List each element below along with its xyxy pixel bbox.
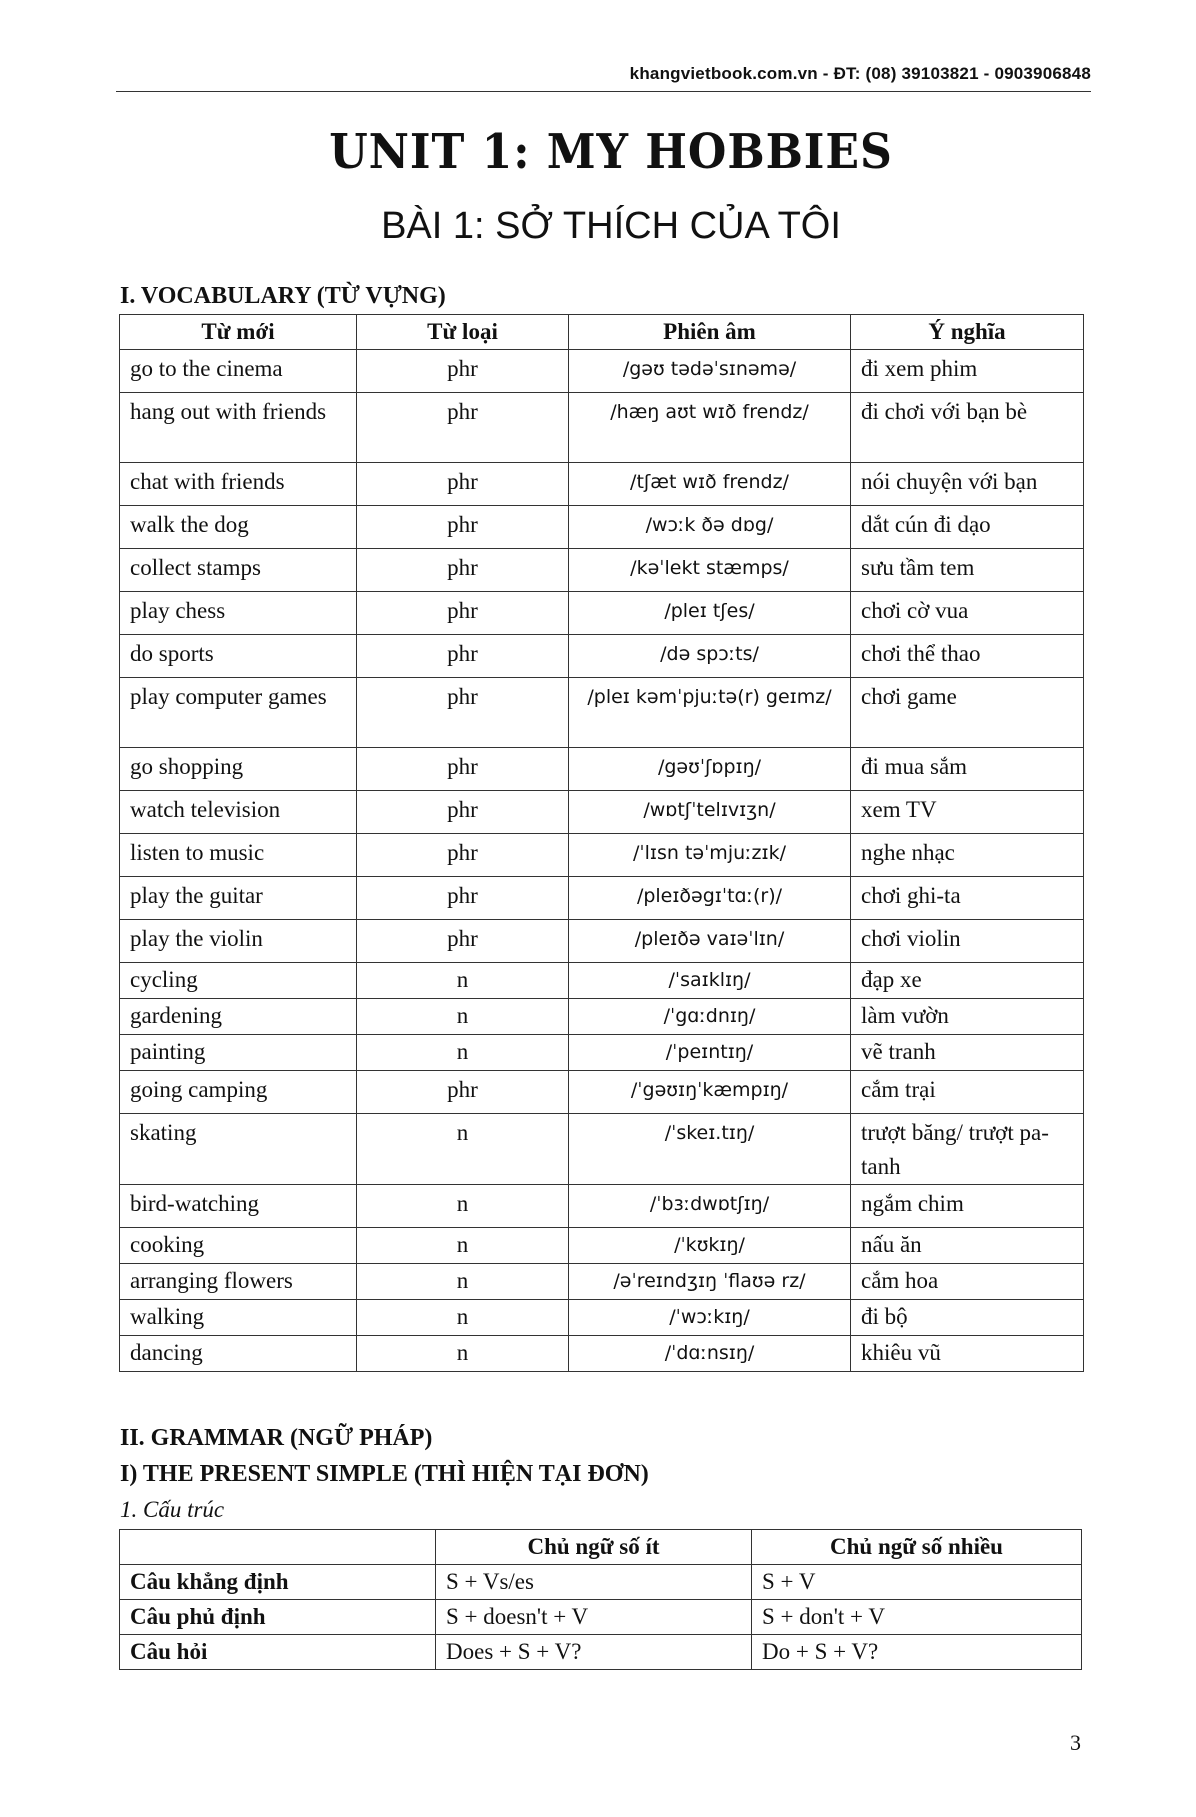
type-cell: phr: [357, 463, 569, 506]
plural-cell: Do + S + V?: [752, 1635, 1082, 1670]
phonetic-cell: /pleɪðəgɪˈtɑː(r)/: [569, 877, 851, 920]
grammar-header-row: [120, 1530, 1082, 1565]
column-header: Ý nghĩa: [851, 315, 1084, 350]
column-header: Chủ ngữ số ít: [436, 1530, 752, 1565]
type-cell: phr: [357, 920, 569, 963]
type-cell: phr: [357, 549, 569, 592]
unit-title: UNIT 1: MY HOBBIES: [329, 124, 893, 180]
sentence-type-cell: Câu hỏi: [120, 1635, 436, 1670]
type-cell: phr: [357, 748, 569, 791]
phonetic-cell: /wɔːk ðə dɒg/: [569, 506, 851, 549]
type-cell: n: [357, 1228, 569, 1264]
word-cell: going camping: [120, 1071, 357, 1114]
phonetic-cell: /ˈskeɪ.tɪŋ/: [569, 1114, 851, 1185]
type-cell: n: [357, 1264, 569, 1300]
meaning-cell: nấu ăn: [851, 1228, 1084, 1264]
phonetic-cell: /ˈkʊkɪŋ/: [569, 1228, 851, 1264]
word-cell: hang out with friends: [120, 393, 357, 463]
word-cell: cycling: [120, 963, 357, 999]
table-row: [120, 834, 1084, 877]
vocabulary-body: [120, 350, 1084, 1372]
table-row: [120, 1264, 1084, 1300]
meaning-cell: chơi thể thao: [851, 635, 1084, 678]
table-row: [120, 1035, 1084, 1071]
vocabulary-header-row: [120, 315, 1084, 350]
grammar-heading: II. GRAMMAR (NGỮ PHÁP): [120, 1425, 433, 1451]
header-site: khangvietbook.com.vn: [629, 64, 818, 83]
phonetic-cell: /ˈgɑːdnɪŋ/: [569, 999, 851, 1035]
phonetic-cell: /ˈsaɪklɪŋ/: [569, 963, 851, 999]
phonetic-cell: /ˈbɜːdwɒtʃɪŋ/: [569, 1185, 851, 1228]
table-row: [120, 1300, 1084, 1336]
table-row: [120, 350, 1084, 393]
table-row: [120, 999, 1084, 1035]
type-cell: phr: [357, 1071, 569, 1114]
table-row: [120, 877, 1084, 920]
type-cell: n: [357, 1114, 569, 1185]
grammar-table: [119, 1529, 1082, 1670]
type-cell: phr: [357, 350, 569, 393]
page-header: [116, 64, 1091, 84]
plural-cell: S + don't + V: [752, 1600, 1082, 1635]
phonetic-cell: /ˈdɑːnsɪŋ/: [569, 1336, 851, 1372]
column-header: [120, 1530, 436, 1565]
type-cell: phr: [357, 506, 569, 549]
phonetic-cell: /ˈlɪsn təˈmjuːzɪk/: [569, 834, 851, 877]
table-row: [120, 1600, 1082, 1635]
singular-cell: Does + S + V?: [436, 1635, 752, 1670]
column-header: Từ mới: [120, 315, 357, 350]
phonetic-cell: /kəˈlekt stæmps/: [569, 549, 851, 592]
type-cell: phr: [357, 877, 569, 920]
word-cell: walking: [120, 1300, 357, 1336]
phonetic-cell: /də spɔːts/: [569, 635, 851, 678]
meaning-cell: đi mua sắm: [851, 748, 1084, 791]
type-cell: phr: [357, 393, 569, 463]
phonetic-cell: /pleɪ kəmˈpjuːtə(r) geɪmz/: [569, 678, 851, 748]
phonetic-cell: /tʃæt wɪð frendz/: [569, 463, 851, 506]
meaning-cell: khiêu vũ: [851, 1336, 1084, 1372]
table-row: [120, 506, 1084, 549]
column-header: Chủ ngữ số nhiều: [752, 1530, 1082, 1565]
type-cell: n: [357, 963, 569, 999]
column-header: Phiên âm: [569, 315, 851, 350]
phonetic-cell: /ˈwɔːkɪŋ/: [569, 1300, 851, 1336]
meaning-cell: ngắm chim: [851, 1185, 1084, 1228]
meaning-cell: đi xem phim: [851, 350, 1084, 393]
type-cell: phr: [357, 791, 569, 834]
word-cell: go shopping: [120, 748, 357, 791]
table-row: [120, 748, 1084, 791]
phonetic-cell: /pleɪ tʃes/: [569, 592, 851, 635]
word-cell: dancing: [120, 1336, 357, 1372]
word-cell: listen to music: [120, 834, 357, 877]
word-cell: chat with friends: [120, 463, 357, 506]
type-cell: n: [357, 1336, 569, 1372]
meaning-cell: chơi game: [851, 678, 1084, 748]
word-cell: walk the dog: [120, 506, 357, 549]
type-cell: n: [357, 1300, 569, 1336]
meaning-cell: chơi cờ vua: [851, 592, 1084, 635]
word-cell: gardening: [120, 999, 357, 1035]
meaning-cell: nói chuyện với bạn: [851, 463, 1084, 506]
meaning-cell: đạp xe: [851, 963, 1084, 999]
phonetic-cell: /ˈgəʊɪŋˈkæmpɪŋ/: [569, 1071, 851, 1114]
meaning-cell: đi chơi với bạn bè: [851, 393, 1084, 463]
table-row: [120, 393, 1084, 463]
meaning-cell: xem TV: [851, 791, 1084, 834]
type-cell: phr: [357, 635, 569, 678]
word-cell: bird-watching: [120, 1185, 357, 1228]
table-row: [120, 1185, 1084, 1228]
type-cell: n: [357, 1035, 569, 1071]
table-row: [120, 963, 1084, 999]
phonetic-cell: /wɒtʃˈtelɪvɪʒn/: [569, 791, 851, 834]
phonetic-cell: /ˈpeɪntɪŋ/: [569, 1035, 851, 1071]
table-row: [120, 592, 1084, 635]
header-contact: - ĐT: (08) 39103821 - 0903906848: [817, 64, 1091, 83]
word-cell: skating: [120, 1114, 357, 1185]
word-cell: play computer games: [120, 678, 357, 748]
meaning-cell: dắt cún đi dạo: [851, 506, 1084, 549]
type-cell: phr: [357, 678, 569, 748]
type-cell: n: [357, 1185, 569, 1228]
phonetic-cell: /gəʊ tədəˈsɪnəmə/: [569, 350, 851, 393]
table-row: [120, 1565, 1082, 1600]
meaning-cell: nghe nhạc: [851, 834, 1084, 877]
sentence-type-cell: Câu phủ định: [120, 1600, 436, 1635]
type-cell: phr: [357, 592, 569, 635]
word-cell: arranging flowers: [120, 1264, 357, 1300]
grammar-body: [120, 1565, 1082, 1670]
word-cell: watch television: [120, 791, 357, 834]
meaning-cell: đi bộ: [851, 1300, 1084, 1336]
column-header: Từ loại: [357, 315, 569, 350]
word-cell: painting: [120, 1035, 357, 1071]
plural-cell: S + V: [752, 1565, 1082, 1600]
page-number: 3: [1070, 1730, 1081, 1755]
meaning-cell: chơi violin: [851, 920, 1084, 963]
meaning-cell: cắm trại: [851, 1071, 1084, 1114]
meaning-cell: sưu tầm tem: [851, 549, 1084, 592]
table-row: [120, 1228, 1084, 1264]
table-row: [120, 1336, 1084, 1372]
table-row: [120, 463, 1084, 506]
phonetic-cell: /hæŋ aʊt wɪð frendz/: [569, 393, 851, 463]
type-cell: n: [357, 999, 569, 1035]
word-cell: collect stamps: [120, 549, 357, 592]
header-rule: [116, 91, 1091, 92]
phonetic-cell: /gəʊˈʃɒpɪŋ/: [569, 748, 851, 791]
table-row: [120, 1114, 1084, 1185]
meaning-cell: cắm hoa: [851, 1264, 1084, 1300]
table-row: [120, 920, 1084, 963]
vocabulary-heading: I. VOCABULARY (TỪ VỰNG): [120, 283, 446, 309]
meaning-cell: trượt băng/ trượt pa-tanh: [851, 1114, 1084, 1185]
lesson-title: BÀI 1: SỞ THÍCH CỦA TÔI: [381, 205, 841, 247]
present-simple-heading: I) THE PRESENT SIMPLE (THÌ HIỆN TẠI ĐƠN): [120, 1461, 649, 1487]
table-row: [120, 1071, 1084, 1114]
singular-cell: S + Vs/es: [436, 1565, 752, 1600]
word-cell: play the guitar: [120, 877, 357, 920]
table-row: [120, 1635, 1082, 1670]
meaning-cell: vẽ tranh: [851, 1035, 1084, 1071]
singular-cell: S + doesn't + V: [436, 1600, 752, 1635]
word-cell: play chess: [120, 592, 357, 635]
word-cell: do sports: [120, 635, 357, 678]
sentence-type-cell: Câu khẳng định: [120, 1565, 436, 1600]
meaning-cell: chơi ghi-ta: [851, 877, 1084, 920]
phonetic-cell: /pleɪðə vaɪəˈlɪn/: [569, 920, 851, 963]
table-row: [120, 635, 1084, 678]
word-cell: cooking: [120, 1228, 357, 1264]
structure-subheading: 1. Cấu trúc: [120, 1497, 225, 1522]
table-row: [120, 791, 1084, 834]
word-cell: play the violin: [120, 920, 357, 963]
table-row: [120, 549, 1084, 592]
meaning-cell: làm vườn: [851, 999, 1084, 1035]
word-cell: go to the cinema: [120, 350, 357, 393]
phonetic-cell: /əˈreɪndʒɪŋ ˈflaʊə rz/: [569, 1264, 851, 1300]
type-cell: phr: [357, 834, 569, 877]
table-row: [120, 678, 1084, 748]
vocabulary-table: [119, 314, 1084, 1372]
